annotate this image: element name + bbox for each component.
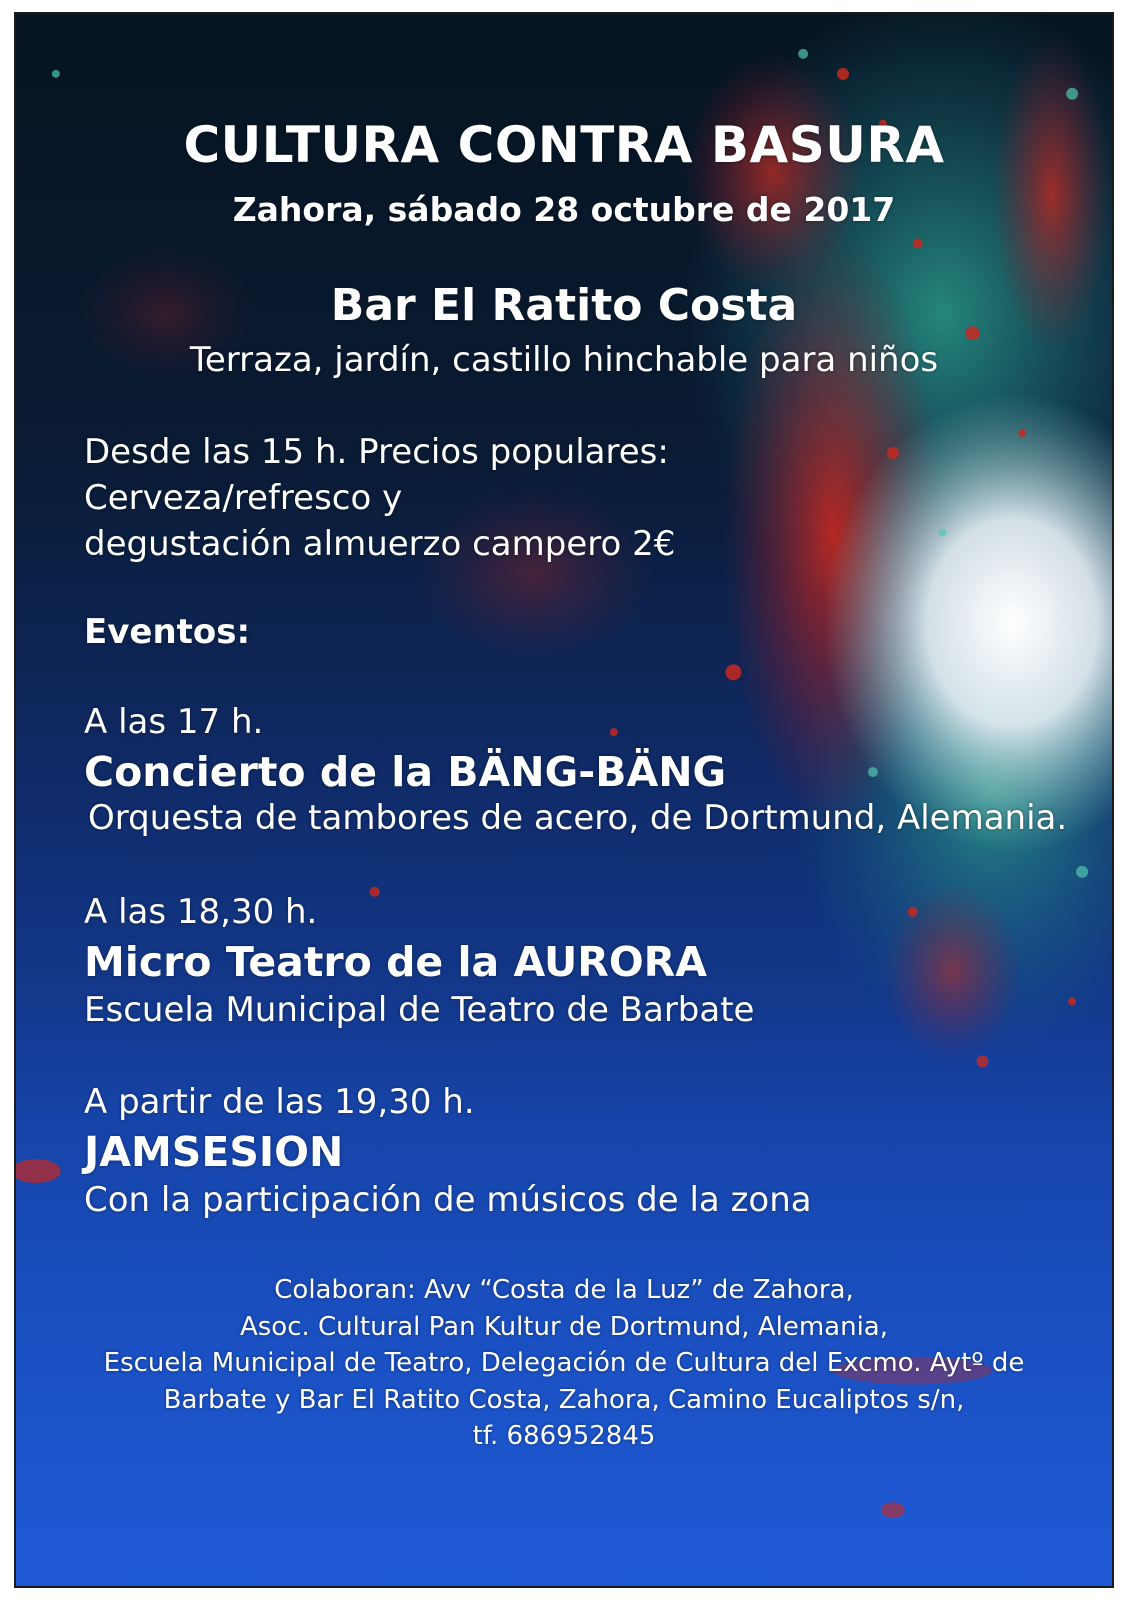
poster-content — [16, 14, 1112, 1586]
collaborator-line: Escuela Municipal de Teatro, Delegación de Cultura del Excmo. Aytº de — [103, 1348, 1025, 1378]
event-time: A las 18,30 h. — [84, 892, 318, 932]
event-description: Con la participación de músicos de la zona — [84, 1180, 812, 1220]
info-line: Desde las 15 h. Precios populares: — [84, 432, 669, 472]
event-description: Escuela Municipal de Teatro de Barbate — [84, 990, 755, 1030]
event-name: JAMSESION — [84, 1128, 344, 1176]
venue-description: Terraza, jardín, castillo hinchable para niños — [189, 340, 939, 380]
poster-title: CULTURA CONTRA BASURA — [183, 116, 945, 174]
event-name: Concierto de la BÄNG-BÄNG — [84, 748, 727, 796]
event-name: Micro Teatro de la AURORA — [84, 938, 707, 986]
poster-frame — [14, 12, 1114, 1588]
event-time: A partir de las 19,30 h. — [84, 1082, 475, 1122]
venue-name: Bar El Ratito Costa — [330, 280, 798, 331]
info-line: degustación almuerzo campero 2€ — [84, 524, 676, 564]
info-line: Cerveza/refresco y — [84, 478, 403, 518]
event-date: Zahora, sábado 28 octubre de 2017 — [232, 190, 896, 229]
collaborator-line: Colaboran: Avv “Costa de la Luz” de Zahora, — [274, 1275, 854, 1305]
collaborator-line: Barbate y Bar El Ratito Costa, Zahora, Camino Eucaliptos s/n, — [163, 1384, 965, 1415]
collaborator-line: Asoc. Cultural Pan Kultur de Dortmund, Alemania, — [239, 1311, 889, 1342]
event-time: A las 17 h. — [84, 702, 264, 742]
events-heading: Eventos: — [84, 612, 251, 652]
collaborators-block — [16, 1272, 1112, 1455]
phone-number: tf. 686952845 — [472, 1421, 656, 1451]
event-description: Orquesta de tambores de acero, de Dortmund, Alemania. — [88, 798, 1068, 838]
